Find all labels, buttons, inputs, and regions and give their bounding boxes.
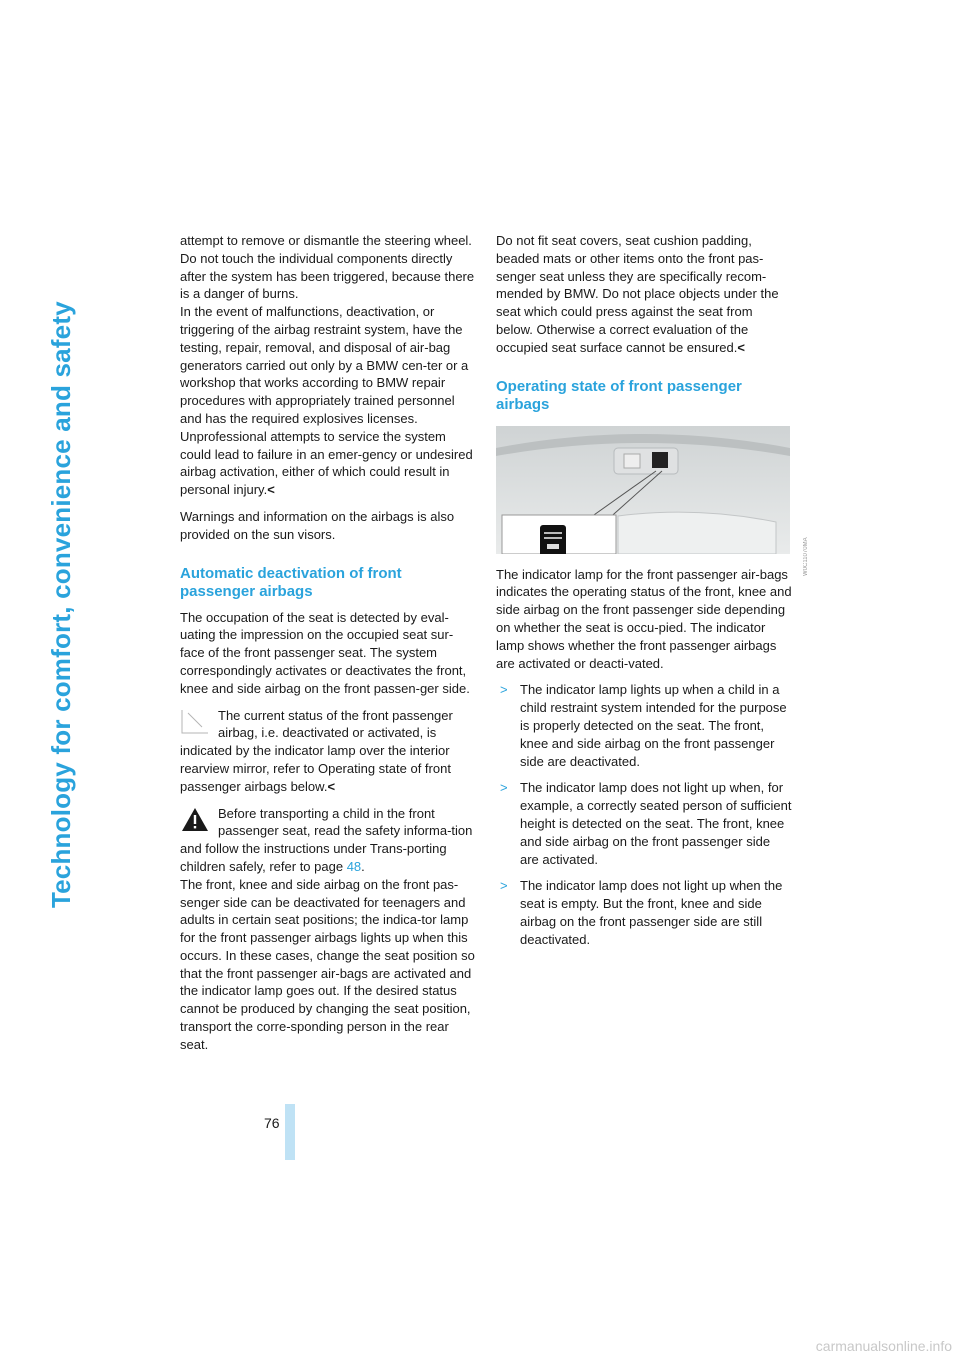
left-column <box>180 232 476 1054</box>
list-item: > The indicator lamp does not light up when the seat is empty. But the front, knee and side airbag on the front passenger side are still deactivated. <box>500 878 783 947</box>
page-bar <box>285 1104 295 1160</box>
paragraph: In the event of malfunctions, deactivation, or triggering of the airbag restraint system, have the testing, repair, removal, and disposal of air-bag generators carried out only by a BMW cen-ter or a workshop that works according to BMW repair procedures with appropriately trained personnel and has the required explosives licenses. Unprofessional attempts to service the system could lead to failure in an emer-gency or undesired airbag activation, either of which could result in personal injury.< <box>180 304 473 498</box>
warning-block: Before transporting a child in the front passenger seat, read the safety informa-tion and follow the instructions under Trans-porting children safely, refer to page 48. <box>180 805 473 874</box>
warning-triangle-icon <box>180 806 210 833</box>
figure-code: W0C11070MA <box>803 537 809 576</box>
paragraph: Do not touch the individual components directly after the system has been triggered, because there is a danger of burns. <box>180 250 475 302</box>
paragraph: attempt to remove or dismantle the steering wheel. <box>180 233 472 248</box>
paragraph: The occupation of the seat is detected by eval-uating the impression on the occupied seat sur-face of the front passenger seat. The system correspondingly activates or deactivates the front, knee and side airbag on the front passen-ger side. <box>180 609 470 696</box>
indicator-lamp-illustration <box>496 426 790 554</box>
paragraph: The indicator lamp for the front passenger air-bags indicates the operating status of the front, knee and side airbag on the front passenger side depending on whether the seat is occu-pied. The indicator lamp shows whether the front passenger airbags are activated or deacti-vated. <box>496 566 792 671</box>
paragraph: The front, knee and side airbag on the front pas-senger side can be deactivated for teenagers and adults in certain seat positions; the indica-tor lamp for the front passenger airbags lights up when this occurs. In these cases, change the seat position so that the front passenger air-bags are activated and the indicator lamp goes out. If the desired status cannot be produced by changing the seat position, transport the corre-sponding person in the rear seat. <box>180 876 475 1052</box>
page-link[interactable]: 48 <box>346 858 362 874</box>
indicator-lamp-figure <box>496 426 809 576</box>
end-mark: < <box>267 482 275 498</box>
end-mark: < <box>737 339 745 355</box>
list-item: > The indicator lamp does not light up when, for example, a correctly seated person of sufficient height is detected on the seat. The front, knee and side airbag on the front passenger side are activated. <box>500 780 792 867</box>
section-heading: Operating state of front passenger airbags <box>496 377 742 413</box>
paragraph: Do not fit seat covers, seat cushion padding, beaded mats or other items onto the front pas-senger seat unless they are specifically recom-mended by BMW. Do not place objects under the seat which could press against the seat from below. Otherwise a correct evaluation of the occupied seat surface cannot be ensured.< <box>496 233 779 355</box>
right-column <box>496 232 809 949</box>
side-title: Technology for comfort, convenience and safety <box>46 301 76 908</box>
status-list <box>496 681 792 948</box>
page-number: 76 <box>264 1115 280 1131</box>
watermark: carmanualsonline.info <box>815 1338 952 1354</box>
section-heading: Automatic deactivation of front passenger airbags <box>180 564 402 600</box>
note-icon <box>180 708 210 735</box>
note-block: The current status of the front passenger airbag, i.e. deactivated or activated, is indicated by the indicator lamp over the interior rearview mirror, refer to Operating state of front passenger airbags below.< <box>180 707 453 794</box>
list-item: > The indicator lamp lights up when a child in a child restraint system intended for the purpose is properly detected on the seat. The front, knee and side airbag on the front passenger side are deactivated. <box>500 682 787 769</box>
paragraph: Warnings and information on the airbags is also provided on the sun visors. <box>180 508 455 542</box>
